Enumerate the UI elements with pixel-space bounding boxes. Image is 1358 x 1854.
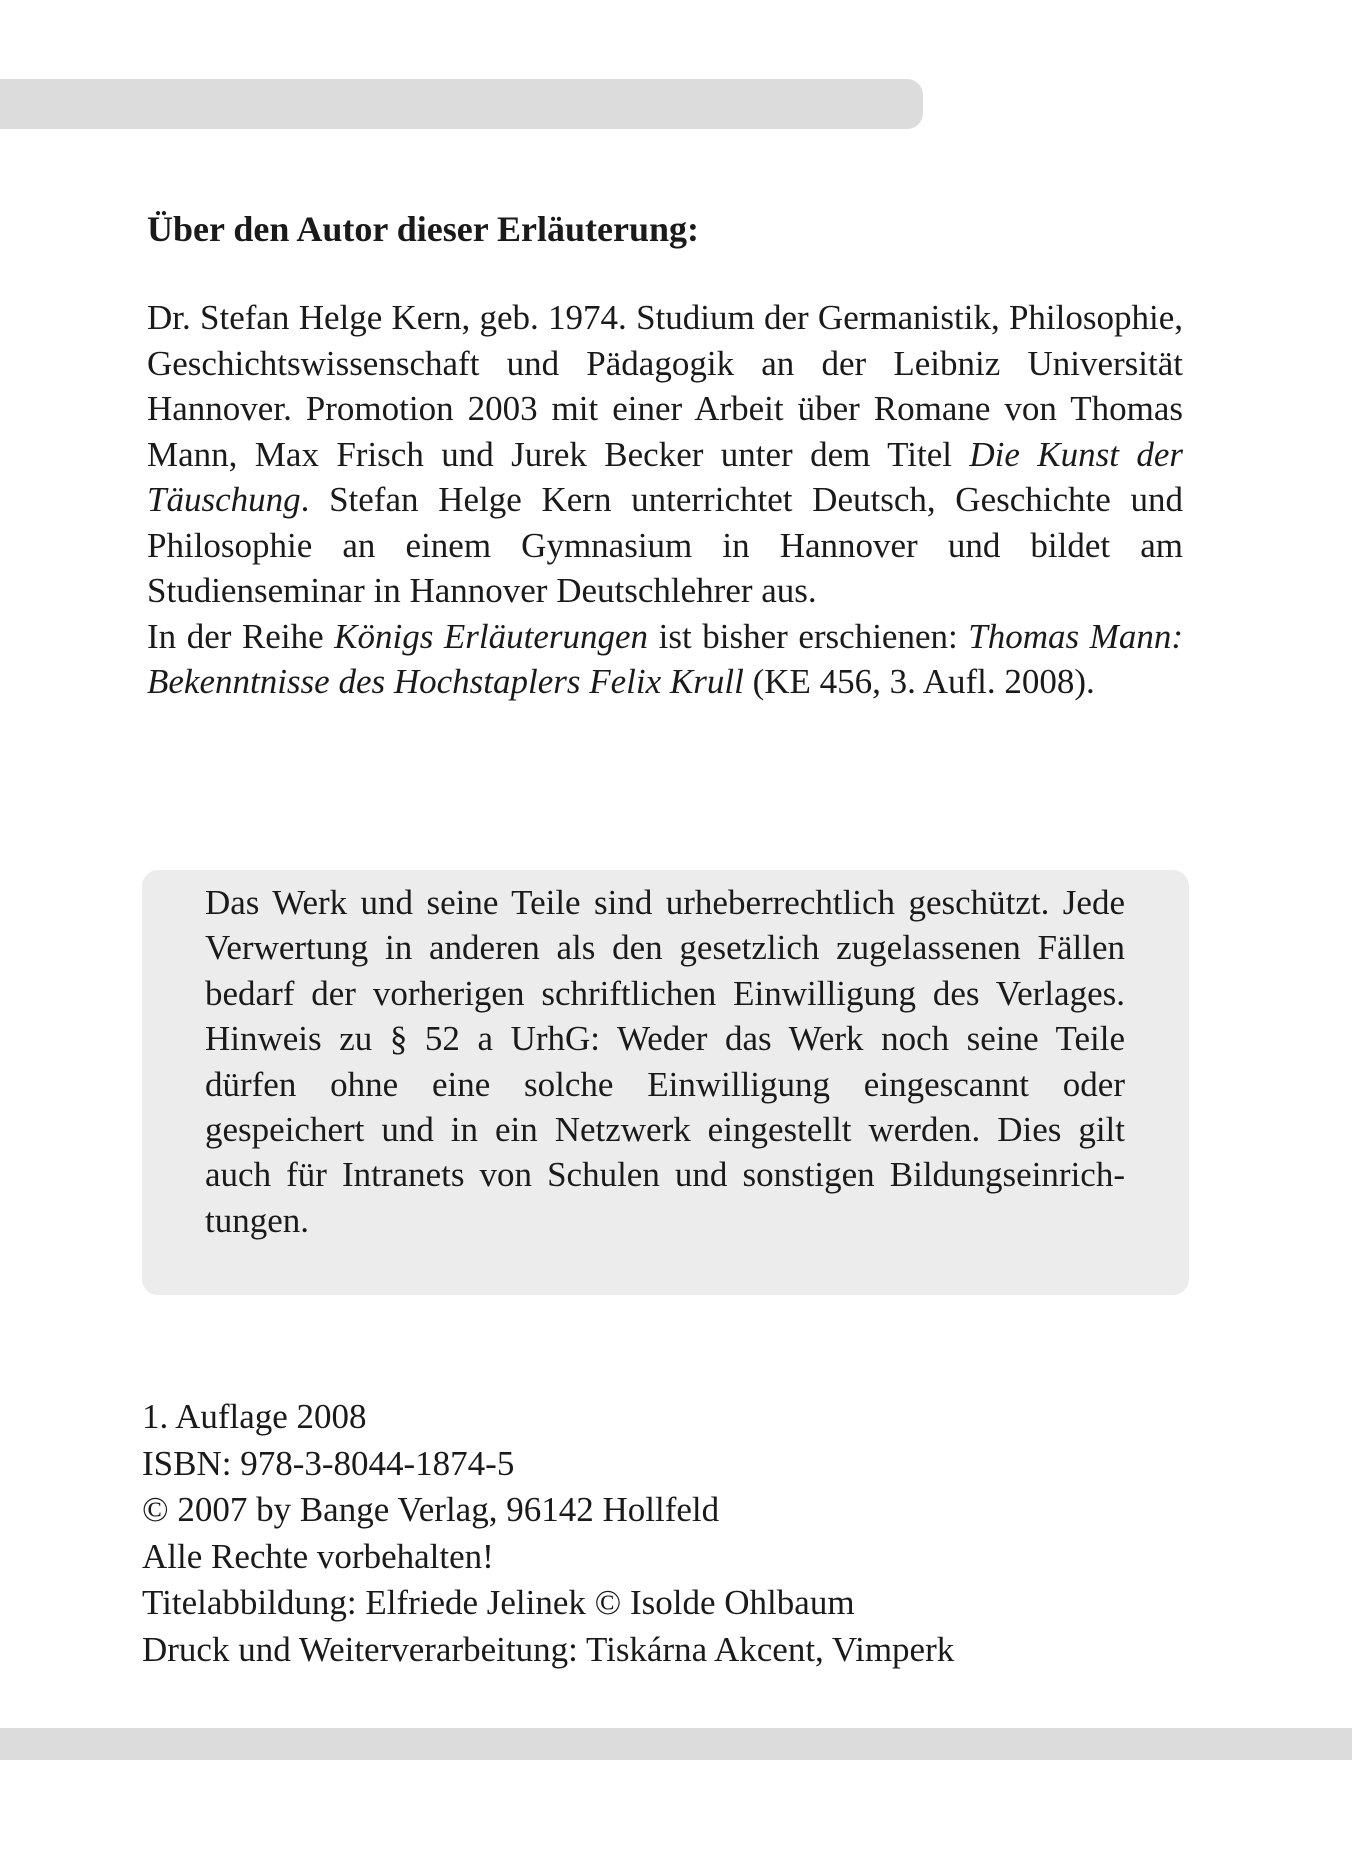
published-details: (KE 456, 3. Aufl. 2008).	[743, 662, 1095, 701]
header-bar	[0, 79, 923, 129]
edition: 1. Auflage 2008	[142, 1397, 367, 1436]
publisher-copyright: © 2007 by Bange Verlag, 96142 Hollfeld	[142, 1490, 720, 1529]
isbn: ISBN: 978-3-8044-1874-5	[142, 1443, 515, 1483]
dissertation-title: Die Kunst der Täuschung	[147, 434, 1183, 519]
series-mid: ist bisher erschienen:	[648, 616, 969, 656]
published-title: Thomas Mann: Bekenntnisse des Hochstaplers Felix Krull	[147, 616, 1183, 701]
author-bio	[147, 295, 1183, 705]
series-intro: In der Reihe	[147, 616, 335, 656]
imprint	[142, 1394, 954, 1673]
bio-paragraph	[147, 295, 1183, 614]
bio-text: Dr. Stefan Helge Kern, geb. 1974. Studium der Germanistik, Philosophie, Geschichtswissenschaft und Pädagogik an der Leibniz Universität Hannover. Promotion 2003 mit einer Arbeit über Romane von Thomas Mann, Max Frisch und Jurek Becker unter dem Titel	[147, 298, 1183, 474]
author-heading: Über den Autor dieser Erläuterung:	[147, 209, 700, 249]
copyright-notice-text: Das Werk und seine Teile sind urheberrechtlich geschützt. Jede Verwertung in anderen als den gesetzlich zugelassenen Fällen bedarf der vorherigen schriftlichen Einwilligung des Verlages. Hinweis zu § 52 a UrhG: Weder das Werk noch seine Teile dürfen ohne eine solche Einwilligung eingescannt oder gespeichert und in ein Netzwerk eingestellt werden. Dies gilt auch für Intranets von Schulen und sonstigen Bildungseinrichtungen.	[205, 883, 1125, 1240]
series-name: Königs Erläuterungen	[334, 616, 649, 656]
footer-bar	[0, 1728, 1352, 1760]
bio-text-continued: . Stefan Helge Kern unterrichtet Deutsch, Geschichte und Philosophie an einem Gymnasium in Hannover und bildet am Studienseminar in Hannover Deutschlehrer aus.	[147, 480, 1183, 610]
copyright-notice-box	[142, 870, 1189, 1295]
series-paragraph	[147, 614, 1183, 705]
rights-reserved: Alle Rechte vorbehalten!	[142, 1536, 494, 1576]
cover-image-credit: Titelabbildung: Elfriede Jelinek © Isolde Ohlbaum	[142, 1583, 855, 1622]
printing-credit: Druck und Weiterverarbeitung: Tiskárna Akcent, Vimperk	[142, 1629, 955, 1669]
